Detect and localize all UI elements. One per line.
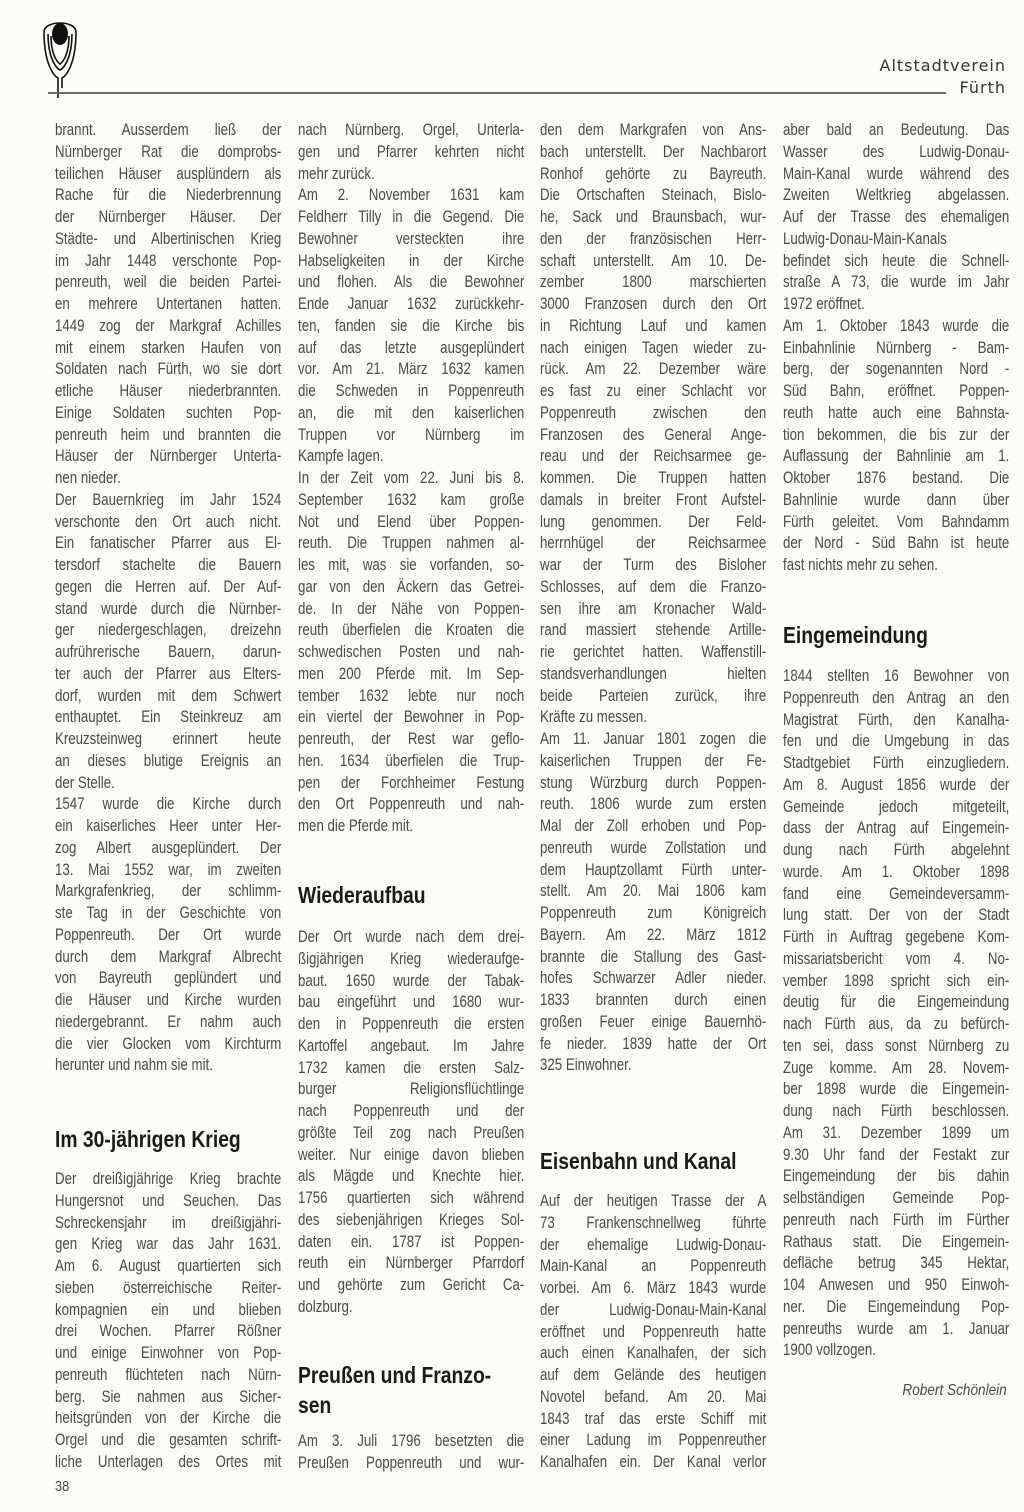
- text-line: und gehörte zum Gericht Ca-: [298, 1276, 525, 1294]
- text-line: enthauptet. Ein Steinkreuz am: [55, 708, 282, 727]
- text-line: 1732 kamen die ersten Salz-: [298, 1058, 525, 1077]
- text-line: ste Tag in der Geschichte von: [55, 904, 282, 922]
- section-heading: Preußen und Franzo-: [298, 1362, 492, 1388]
- text-line: missariatsbericht vom 4. No-: [783, 949, 1010, 968]
- text-line: fen und die Umgebung in das: [783, 732, 1010, 751]
- text-line: Soldaten nach Fürth, wo sie dort: [55, 360, 282, 379]
- text-line: Novotel befand. Am 20. Mai: [540, 1387, 767, 1406]
- text-line: Am 1. Oktober 1843 wurde die: [783, 316, 1010, 335]
- text-line: ner. Die Eingemeindung Pop-: [783, 1297, 1010, 1316]
- text-line: 1844 stellten 16 Bewohner von: [783, 667, 1010, 685]
- text-line: 3000 Franzosen durch den Ort: [540, 295, 767, 313]
- text-line: Ende Januar 1632 zurückkehr-: [298, 295, 525, 313]
- text-line: Am 2. November 1631 kam: [298, 186, 525, 205]
- text-line: Am 8. August 1856 wurde der: [783, 775, 1010, 794]
- text-line: hofes Schwarzer Adler nieder.: [540, 969, 767, 988]
- text-line: fe nieder. 1839 hatte der Ort: [540, 1034, 767, 1053]
- text-line: penreuth heim und brannten die: [55, 425, 282, 444]
- text-line: 13. Mai 1552 war, im zweiten: [55, 860, 282, 879]
- text-line: den in Poppenreuth die ersten: [298, 1015, 525, 1033]
- text-line: Fürth geleitet. Vom Bahndamm: [783, 512, 1010, 531]
- text-line: tersdorf stachelte die Bauern: [55, 556, 282, 574]
- text-line: Fürth in Auftrag gegebene Kom-: [783, 928, 1010, 946]
- text-line: deutig für die Eingemeindung: [783, 993, 1010, 1012]
- text-line: damals in breiter Front Aufstel-: [540, 490, 767, 509]
- org-city: Fürth: [959, 78, 1006, 97]
- text-line: mehr zurück.: [298, 164, 375, 183]
- text-line: auch einen Kanalhafen, der sich: [540, 1344, 767, 1363]
- text-line: durch dem Markgraf Albrecht: [55, 947, 282, 966]
- header-rule: [48, 92, 946, 94]
- text-line: teilichen Häuser ausplündern als: [55, 164, 282, 183]
- text-line: als Mägde und Knechte hier.: [298, 1167, 525, 1186]
- text-line: lung genommen. Der Feld-: [540, 512, 767, 531]
- text-line: berg, der sogenannten Nord -: [783, 360, 1010, 379]
- text-line: Häuser der Nürnberger Unterta-: [55, 447, 282, 466]
- text-line: baut. 1650 wurde der Tabak-: [298, 971, 525, 990]
- text-line: September 1632 kam große: [298, 490, 525, 509]
- text-line: selbständigen Gemeinde Pop-: [783, 1189, 1010, 1207]
- text-line: sen ihre am Kronacher Wald-: [540, 599, 767, 618]
- text-line: penreuth, weil die beiden Partei-: [55, 273, 282, 292]
- text-line: an, die mit den kaiserlichen: [298, 403, 525, 422]
- text-line: Kampfe lagen.: [298, 447, 384, 466]
- org-name: Altstadtverein: [879, 56, 1006, 75]
- text-line: Bayern. Am 22. März 1812: [540, 925, 767, 944]
- text-line: ein viertel der Bewohner in Pop-: [298, 708, 525, 727]
- text-line: in Richtung Lauf und kamen: [540, 316, 767, 335]
- text-line: den der französischen Herr-: [540, 229, 767, 248]
- text-line: dung nach Fürth beschlossen.: [783, 1102, 1010, 1120]
- text-line: zember 1800 marschierten: [540, 273, 767, 292]
- text-line: rück. Am 22. Dezember wäre: [540, 360, 767, 379]
- text-line: im Jahr 1448 verschonte Pop-: [55, 251, 282, 270]
- text-line: 1833 brannten durch einen: [540, 991, 767, 1009]
- text-line: lung statt. Der von der Stadt: [783, 906, 1010, 925]
- text-line: Kräfte zu messen.: [540, 708, 647, 727]
- text-line: nach Nürnberg. Orgel, Unterla-: [298, 121, 525, 139]
- text-line: Kreuzsteinweg erinnert heute: [55, 730, 282, 748]
- text-line: dass der Antrag auf Eingemein-: [783, 819, 1010, 838]
- text-line: Kartoffel angebaut. Im Jahre: [298, 1036, 525, 1055]
- text-line: heitsgründen von der Kirche die: [55, 1409, 282, 1428]
- text-line: Markgrafenkrieg, der schlimm-: [55, 882, 282, 901]
- text-line: Stadtgebiet Fürth einzugliedern.: [783, 754, 1010, 772]
- text-line: reuth. 1806 wurde zum ersten: [540, 795, 767, 814]
- text-line: bau eingeführt und 1680 wur-: [298, 993, 525, 1012]
- text-line: Zuge komme. Am 28. Novem-: [783, 1058, 1010, 1077]
- text-line: der Nord - Süd Bahn ist heute: [783, 534, 1010, 553]
- text-line: der Nürnberger Häuser. Der: [55, 208, 282, 226]
- text-line: einer Ladung im Poppenreuther: [540, 1431, 767, 1450]
- text-line: penreuth, der Rest war geflo-: [298, 730, 525, 748]
- text-line: Einbahnlinie Nürnberg - Bam-: [783, 338, 1010, 357]
- text-line: ber 1898 wurde die Eingemein-: [783, 1080, 1010, 1099]
- text-line: Schreckensjahr im dreißigjähri-: [55, 1213, 282, 1232]
- text-line: penreuth nach Fürth im Fürther: [783, 1210, 1010, 1229]
- text-line: eröffnet und Poppenreuth hatte: [540, 1322, 767, 1341]
- text-line: weiter. Nur einige davon blieben: [298, 1145, 525, 1164]
- section-heading: Wiederaufbau: [298, 882, 426, 908]
- text-line: berg. Sie nahmen aus Sicher-: [55, 1387, 282, 1406]
- text-line: 1900 vollzogen.: [783, 1341, 876, 1360]
- text-line: hen. 1634 überfielen die Trup-: [298, 751, 525, 770]
- text-line: Kanalhafen ein. Der Kanal verlor: [540, 1453, 767, 1471]
- text-line: liche Unterlagen des Ortes mit: [55, 1452, 282, 1471]
- text-line: Der dreißigjährige Krieg brachte: [55, 1170, 282, 1188]
- page-number: 38: [55, 1478, 70, 1495]
- text-line: Auflassung der Bahnlinie am 1.: [783, 447, 1010, 466]
- text-line: nach Fürth aus, da zu befürch-: [783, 1015, 1010, 1033]
- text-line: Poppenreuth den Antrag an den: [783, 688, 1010, 707]
- text-line: Auf der Trasse des ehemaligen: [783, 208, 1010, 226]
- text-line: Truppen vor Nürnberg im: [298, 425, 525, 444]
- text-line: die vier Glocken vom Kirchturm: [55, 1034, 282, 1053]
- text-line: Nürnberger Rat die domprobs-: [55, 142, 282, 161]
- text-line: es fast zu einer Schlacht vor: [540, 382, 767, 400]
- text-line: von Bayreuth geplündert und: [55, 969, 282, 988]
- section-heading: sen: [298, 1392, 332, 1418]
- text-line: war der Turm des Bisloher: [540, 556, 767, 574]
- text-line: Hungersnot und Seuchen. Das: [55, 1191, 282, 1210]
- text-line: reuth ein Nürnberger Pfarrdorf: [298, 1254, 525, 1273]
- text-line: en mehrere Untertanen hatten.: [55, 295, 282, 313]
- text-line: de. In der Nähe von Poppen-: [298, 599, 525, 618]
- text-line: Rathaus statt. Die Eingemein-: [783, 1232, 1010, 1251]
- text-line: gen Krieg war das Jahr 1631.: [55, 1235, 282, 1254]
- text-line: Habseligkeiten in der Kirche: [298, 251, 525, 270]
- text-line: Am 3. Juli 1796 besetzten die: [298, 1432, 525, 1450]
- text-line: nach Poppenreuth und der: [298, 1102, 525, 1120]
- text-line: Einige Soldaten suchten Pop-: [55, 403, 282, 422]
- text-line: Städte- und Albertinischen Krieg: [55, 229, 282, 248]
- text-line: Preußen Poppenreuth und wur-: [298, 1453, 525, 1472]
- text-line: rie gerichtet hatten. Waffenstill-: [540, 643, 767, 661]
- text-line: kaiserlichen Truppen der Fe-: [540, 751, 767, 770]
- text-line: Bewohner versteckten ihre: [298, 229, 525, 248]
- text-line: auf dem Gelände des heutigen: [540, 1366, 767, 1384]
- text-line: Mal der Zoll erhoben und Pop-: [540, 817, 767, 835]
- text-line: ein kaiserliches Heer unter Her-: [55, 817, 282, 835]
- text-line: drei Wochen. Pfarrer Rößner: [55, 1322, 282, 1341]
- text-line: schaft unterstellt. Am 10. De-: [540, 251, 767, 270]
- text-line: Schlosses, auf dem die Franzo-: [540, 577, 767, 596]
- text-line: dem Hauptzollamt Fürth unter-: [540, 860, 767, 879]
- text-line: sieben österreichische Reiter-: [55, 1278, 282, 1297]
- text-line: men die Pferde mit.: [298, 817, 414, 835]
- text-line: Franzosen des General Ange-: [540, 425, 767, 444]
- text-line: gegen die Herren auf. Der Auf-: [55, 577, 282, 596]
- text-line: der ehemalige Ludwig-Donau-: [540, 1235, 767, 1254]
- text-line: den Ort Poppenreuth und nah-: [298, 795, 525, 814]
- text-line: penreuth wurde Zollstation und: [540, 838, 767, 857]
- text-line: kompagnien ein und blieben: [55, 1300, 282, 1319]
- text-line: fast nichts mehr zu sehen.: [783, 556, 938, 574]
- text-line: stellt. Am 20. Mai 1806 kam: [540, 882, 767, 901]
- text-line: stand wurde durch die Nürnber-: [55, 599, 282, 618]
- text-line: verschonte den Ort auch nicht.: [55, 512, 282, 531]
- text-line: Gemeinde jedoch mitgeteilt,: [783, 797, 1010, 816]
- text-line: reuth hatte auch eine Bahnsta-: [783, 403, 1010, 422]
- text-line: der Ludwig-Donau-Main-Kanal: [540, 1300, 767, 1319]
- section-heading: Im 30-jährigen Krieg: [55, 1126, 241, 1152]
- text-line: 1843 traf das erste Schiff mit: [540, 1409, 767, 1428]
- text-line: 1449 zog der Markgraf Achilles: [55, 316, 282, 335]
- text-line: etliche Häuser niederbrannten.: [55, 382, 282, 400]
- text-line: vember 1898 spricht sich ein-: [783, 971, 1010, 990]
- text-line: bach unterstellt. Der Nachbarort: [540, 142, 767, 161]
- text-line: Auf der heutigen Trasse der A: [540, 1192, 767, 1210]
- text-line: Der Bauernkrieg im Jahr 1524: [55, 490, 282, 509]
- text-line: ßigjährigen Krieg wiederaufge-: [298, 949, 525, 968]
- text-line: Eingemeindung der bis dahin: [783, 1167, 1010, 1186]
- text-line: Bahnlinie wurde dann über: [783, 490, 1010, 509]
- text-line: straße A 73, die wurde im Jahr: [783, 273, 1010, 292]
- text-line: Orgel und die gesamten schrift-: [55, 1431, 282, 1449]
- text-line: In der Zeit vom 22. Juni bis 8.: [298, 469, 525, 487]
- text-line: men 200 Pferde mit. Im Sep-: [298, 664, 525, 683]
- text-line: niedergebrannt. Er nahm auch: [55, 1012, 282, 1031]
- text-line: gen und Pfarrer kehrten nicht: [298, 142, 525, 161]
- text-line: gar von den Äckern das Getrei-: [298, 577, 525, 596]
- text-line: zog Albert ausgeplündert. Der: [55, 838, 282, 857]
- text-line: ten, fanden sie die Kirche bis: [298, 316, 525, 335]
- text-line: befindet sich heute die Schnell-: [783, 251, 1010, 270]
- text-line: Am 11. Januar 1801 zogen die: [540, 730, 767, 748]
- text-line: 1756 quartierten sich während: [298, 1189, 525, 1207]
- text-line: 73 Frankenschnellweg führte: [540, 1213, 767, 1232]
- text-line: herunter und nahm sie mit.: [55, 1056, 213, 1075]
- text-line: schwedischen Posten und nah-: [298, 643, 525, 661]
- text-line: tember 1632 lebte nur noch: [298, 686, 525, 705]
- text-line: rand massiert stehende Artille-: [540, 621, 767, 640]
- text-line: Rache für die Niederbrennung: [55, 186, 282, 205]
- text-line: ger niedergeschlagen, dreizehn: [55, 621, 282, 640]
- text-line: großen Feuer einige Bauernhö-: [540, 1012, 767, 1031]
- text-line: und flohen. Als die Bewohner: [298, 273, 525, 292]
- text-line: Am 31. Dezember 1899 um: [783, 1123, 1010, 1142]
- text-line: Ludwig-Donau-Main-Kanals: [783, 229, 947, 248]
- text-line: die Schweden in Poppenreuth: [298, 382, 525, 400]
- text-line: defläche betrug 345 Hektar,: [783, 1254, 1010, 1273]
- text-line: Ein fanatischer Pfarrer aus El-: [55, 534, 282, 553]
- text-line: vor. Am 21. März 1632 kamen: [298, 360, 525, 379]
- text-line: ter auch der Pfarrer aus Elters-: [55, 664, 282, 683]
- author-signature: Robert Schönlein: [902, 1382, 1007, 1399]
- text-line: fand eine Gemeindeversamm-: [783, 884, 1010, 903]
- text-line: kommen. Die Truppen hatten: [540, 469, 767, 487]
- text-line: 104 Anwesen und 950 Einwoh-: [783, 1276, 1010, 1294]
- text-line: stung Würzburg durch Poppen-: [540, 773, 767, 792]
- section-heading: Eisenbahn und Kanal: [540, 1148, 737, 1174]
- text-line: Oktober 1876 bestand. Die: [783, 469, 1010, 487]
- text-line: mit einem starken Haufen von: [55, 338, 282, 357]
- altstadtverein-logo: [38, 14, 82, 98]
- text-line: den dem Markgrafen von Ans-: [540, 121, 767, 139]
- text-line: herrnhügel der Reichsarmee: [540, 534, 767, 553]
- text-line: Magistrat Fürth, den Kanalha-: [783, 710, 1010, 729]
- text-line: nach einigen Tagen wieder zu-: [540, 338, 767, 357]
- text-line: an dieses blutige Ereignis an: [55, 751, 282, 770]
- text-line: wurde. Am 1. Oktober 1898: [783, 862, 1010, 881]
- text-line: 1972 eröffnet.: [783, 295, 865, 313]
- text-line: größte Teil zog nach Preußen: [298, 1123, 525, 1142]
- text-line: penreuths wurde am 1. Januar: [783, 1319, 1010, 1338]
- text-line: und einige Einwohner von Pop-: [55, 1344, 282, 1362]
- text-line: der Stelle.: [55, 773, 115, 792]
- text-line: penreuth flüchteten nach Nürn-: [55, 1365, 282, 1384]
- text-line: aber bald an Bedeutung. Das: [783, 121, 1010, 139]
- text-line: die Häuser und Kirche wurden: [55, 991, 282, 1009]
- text-line: les mit, was sie vorfanden, so-: [298, 556, 525, 574]
- text-line: brannte die Stallung des Gast-: [540, 947, 767, 966]
- text-line: auf das letzte ausgeplündert: [298, 338, 525, 357]
- section-heading: Eingemeindung: [783, 622, 928, 648]
- text-line: he, Sack und Braunsbach, wur-: [540, 208, 767, 226]
- text-line: Der Ort wurde nach dem drei-: [298, 928, 525, 946]
- text-line: dolzburg.: [298, 1297, 353, 1316]
- text-line: Main-Kanal an Poppenreuth: [540, 1257, 767, 1276]
- text-line: burger Religionsflüchtlinge: [298, 1080, 525, 1099]
- text-line: Süd Bahn, eröffnet. Poppen-: [783, 382, 1010, 400]
- text-line: nen nieder.: [55, 469, 121, 487]
- text-line: Poppenreuth zwischen den: [540, 403, 767, 422]
- text-line: Not und Elend über Poppen-: [298, 512, 525, 531]
- text-line: Main-Kanal wurde während des: [783, 164, 1010, 183]
- text-line: 9.30 Uhr fand der Festakt zur: [783, 1145, 1010, 1164]
- text-line: tion bekommen, die bis zur der: [783, 425, 1010, 444]
- text-line: Feldherr Tilly in die Gegend. Die: [298, 208, 525, 226]
- text-line: Die Ortschaften Steinach, Bislo-: [540, 186, 767, 205]
- text-line: Poppenreuth. Der Ort wurde: [55, 925, 282, 944]
- text-line: ten sei, dass sonst Nürnberg zu: [783, 1036, 1010, 1055]
- text-line: pen der Forchheimer Festung: [298, 773, 525, 792]
- text-line: beide Parteien zurück, ihre: [540, 686, 767, 705]
- text-line: reau und der Reichsarmee ge-: [540, 447, 767, 466]
- text-line: aufrührerische Bauern, darun-: [55, 643, 282, 661]
- text-line: 325 Einwohner.: [540, 1056, 632, 1075]
- text-line: reuth überfielen die Kroaten die: [298, 621, 525, 640]
- text-line: des siebenjährigen Krieges Sol-: [298, 1210, 525, 1229]
- text-line: Poppenreuth zum Königreich: [540, 904, 767, 922]
- text-line: dung nach Fürth abgelehnt: [783, 841, 1010, 859]
- text-line: brannt. Ausserdem ließ der: [55, 121, 282, 139]
- text-line: dorf, wurden mit dem Schwert: [55, 686, 282, 705]
- text-line: standsverhandlungen hielten: [540, 664, 767, 683]
- text-line: Ronhof gehörte zu Bayreuth.: [540, 164, 767, 183]
- text-line: Wasser des Ludwig-Donau-: [783, 142, 1010, 161]
- text-line: reuth. Die Truppen nahmen al-: [298, 534, 525, 553]
- text-line: Zweiten Weltkrieg abgelassen.: [783, 186, 1010, 205]
- text-line: Am 6. August quartierten sich: [55, 1257, 282, 1275]
- text-line: 1547 wurde die Kirche durch: [55, 795, 282, 814]
- text-line: vorbei. Am 6. März 1843 wurde: [540, 1279, 767, 1297]
- text-line: daten ein. 1787 ist Poppen-: [298, 1232, 525, 1251]
